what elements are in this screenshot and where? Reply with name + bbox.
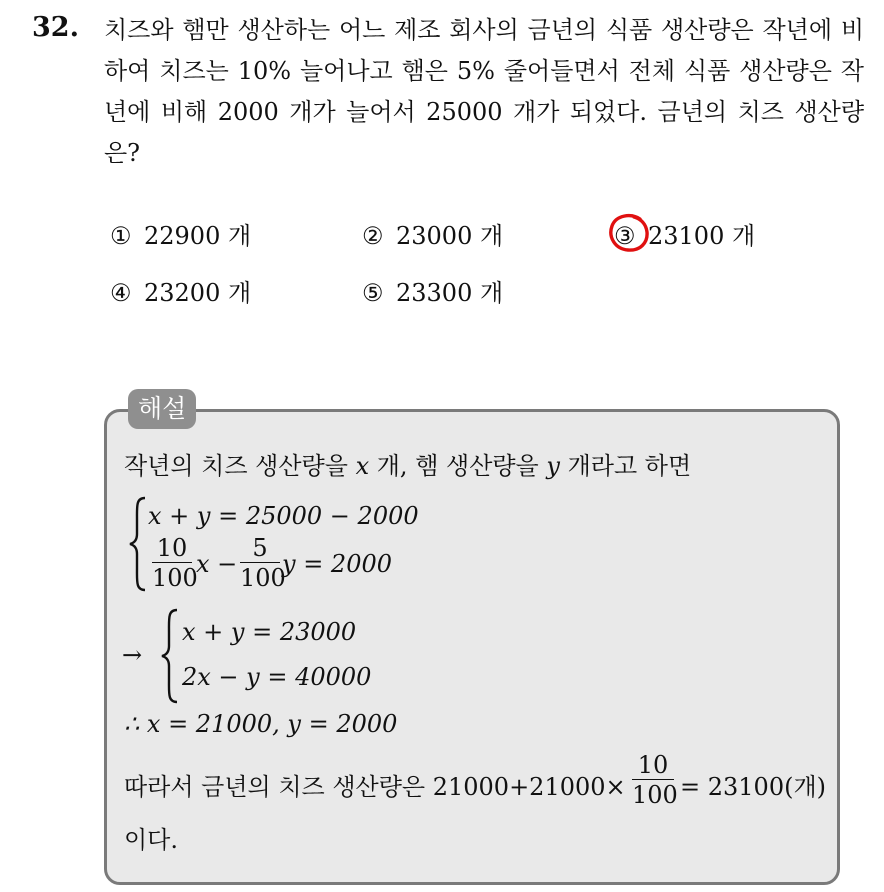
- final-text-b: = 23100(개): [680, 773, 826, 801]
- fraction1-denominator: 100: [152, 564, 198, 592]
- fraction2-numerator: 5: [252, 534, 268, 562]
- solution-tag: 해설: [128, 389, 196, 429]
- system2-equation1: x + y = 23000: [182, 618, 357, 646]
- final-fraction-denominator: 100: [632, 781, 678, 809]
- intro-text-b: 개, 햄 생산량을: [376, 452, 539, 480]
- system2-equation2: 2x − y = 40000: [182, 663, 372, 691]
- system1-brace-icon: [128, 496, 148, 592]
- choice-4[interactable]: [110, 273, 251, 308]
- choice-5-text: 23300 개: [396, 279, 504, 307]
- choice-1[interactable]: [110, 216, 251, 251]
- choice-2-text: 23000 개: [396, 222, 504, 250]
- final-text-c: 이다.: [124, 826, 178, 854]
- choice-5-mark: ⑤: [362, 279, 384, 307]
- final-fraction: [632, 751, 678, 810]
- system1-fraction2: [240, 534, 286, 593]
- system1-equation1: x + y = 25000 − 2000: [148, 502, 419, 530]
- system1-end: y = 2000: [282, 550, 393, 578]
- choice-3-mark: ③: [614, 222, 636, 250]
- choice-2-mark: ②: [362, 222, 384, 250]
- fraction1-numerator: 10: [156, 534, 188, 562]
- fraction2-denominator: 100: [240, 564, 286, 592]
- intro-text-a: 작년의 치즈 생산량을: [124, 452, 348, 480]
- answer-circle-icon: [607, 212, 651, 254]
- final-fraction-numerator: 10: [637, 751, 669, 779]
- choice-4-text: 23200 개: [144, 279, 252, 307]
- solution-intro: [124, 446, 691, 481]
- choice-5[interactable]: [362, 273, 503, 308]
- intro-text-c: 개라고 하면: [567, 452, 692, 480]
- choice-4-mark: ④: [110, 279, 132, 307]
- choice-1-mark: ①: [110, 222, 132, 250]
- choice-2[interactable]: [362, 216, 503, 251]
- system1-mid: x −: [196, 550, 238, 578]
- system1-fraction1: [152, 534, 198, 593]
- intro-var-y: y: [546, 452, 560, 480]
- intro-var-x: x: [355, 452, 370, 480]
- final-text-a: 따라서 금년의 치즈 생산량은 21000+21000×: [124, 773, 626, 801]
- choice-3-text: 23100 개: [648, 222, 756, 250]
- system2-brace-icon: [160, 608, 180, 704]
- question-text: 치즈와 햄만 생산하는 어느 제조 회사의 금년의 식품 생산량은 작년에 비하여 치즈는 10% 늘어나고 햄은 5% 줄어들면서 전체 식품 생산량은 작년에 비해 2000 개가 늘어서 25000 개가 되었다. 금년의 치즈 생산량은?: [104, 16, 864, 167]
- choice-1-text: 22900 개: [144, 222, 252, 250]
- question-number: 32.: [32, 12, 79, 43]
- therefore-line: ∴ x = 21000, y = 2000: [124, 710, 398, 738]
- arrow-symbol: →: [122, 641, 143, 669]
